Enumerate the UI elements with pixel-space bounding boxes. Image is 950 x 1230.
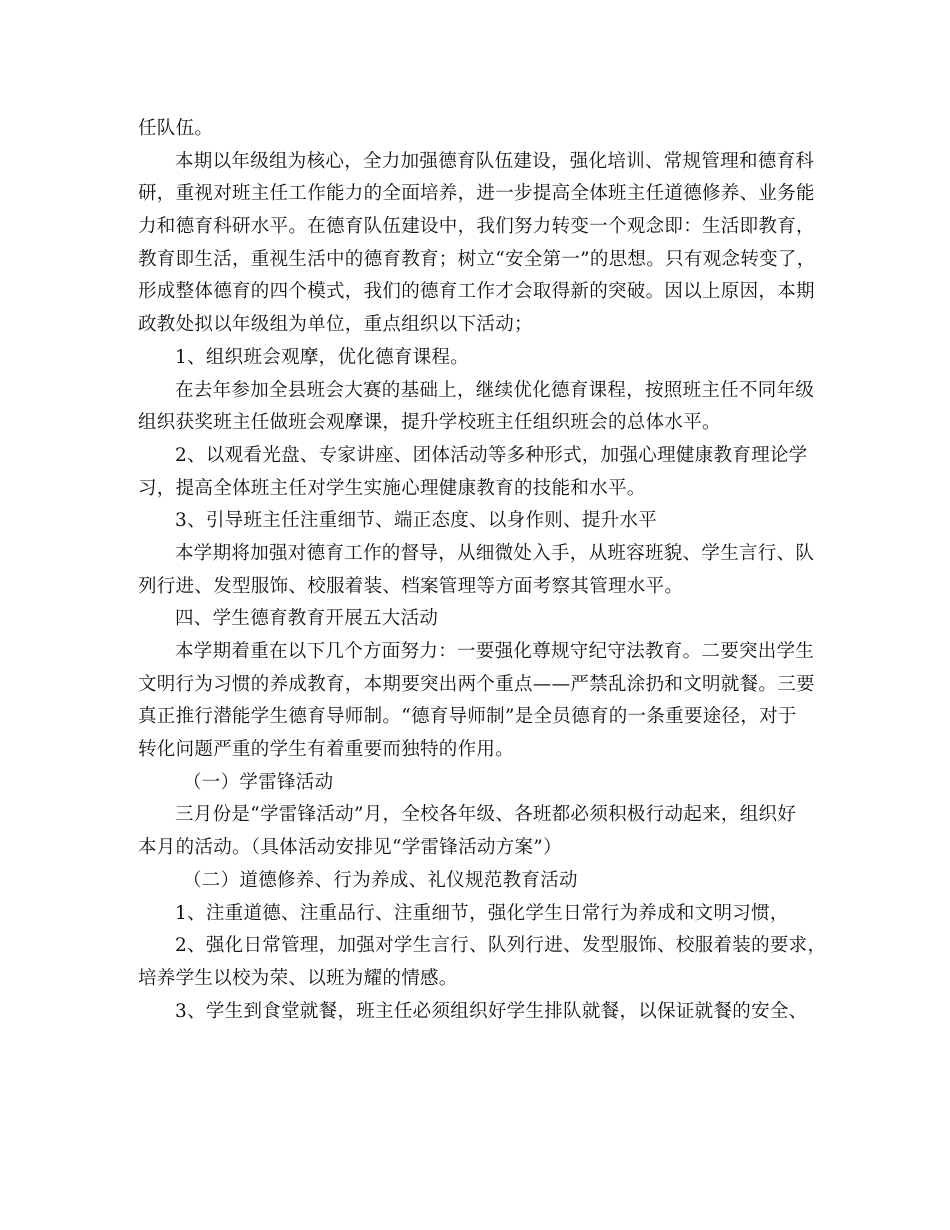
text-line: 力和德育科研水平。在德育队伍建设中，我们努力转变一个观念即：生活即教育， [138,216,815,238]
text-line: 本期以年级组为核心，全力加强德育队伍建设，强化培训、常规管理和德育科 [175,150,815,172]
text-line: 本学期将加强对德育工作的督导，从细微处入手，从班容班貌、学生言行、队 [175,542,815,564]
text-line: 文明行为习惯的养成教育，本期要突出两个重点——严禁乱涂扔和文明就餐。三要 [138,673,815,695]
text-line: 在去年参加全县班会大赛的基础上，继续优化德育课程，按照班主任不同年级 [175,379,815,401]
text-line: 培养学生以校为荣、以班为耀的情感。 [138,967,458,989]
text-line: 2、以观看光盘、专家讲座、团体活动等多种形式，加强心理健康教育理论学 [175,444,808,466]
text-line: 教育即生活，重视生活中的德育教育；树立“安全第一”的思想。只有观念转变了， [138,248,816,270]
subsection-heading: （二）道德修养、行为养成、礼仪规范教育活动 [183,869,578,891]
text-line: 1、组织班会观摩，优化德育课程。 [175,346,470,368]
text-line: 转化问题严重的学生有着重要而独特的作用。 [138,739,515,761]
text-line: 习，提高全体班主任对学生实施心理健康教育的技能和水平。 [138,477,646,499]
text-line: 任队伍。 [138,118,214,139]
text-line: 3、学生到食堂就餐，班主任必须组织好学生排队就餐，以保证就餐的安全、 [175,1000,808,1022]
text-line: 研，重视对班主任工作能力的全面培养，进一步提高全体班主任道德修养、业务能 [138,183,815,205]
text-line: 形成整体德育的四个模式，我们的德育工作才会取得新的突破。因以上原因，本期 [138,281,815,303]
text-line: 1、注重道德、注重品行、注重细节，强化学生日常行为养成和文明习惯， [175,902,789,924]
text-line: 三月份是“学雷锋活动”月，全校各年级、各班都必须积极行动起来，组织好 [175,804,797,826]
text-line: 本学期着重在以下几个方面努力：一要强化尊规守纪守法教育。二要突出学生 [175,641,815,662]
text-line: 列行进、发型服饰、校服着装、档案管理等方面考察其管理水平。 [138,575,684,597]
text-line: 真正推行潜能学生德育导师制。“德育导师制”是全员德育的一条重要途径，对于 [138,706,797,728]
document-body [138,113,827,1028]
text-line: 3、引导班主任注重细节、端正态度、以身作则、提升水平 [175,510,658,532]
subsection-heading: （一）学雷锋活动 [183,771,334,793]
text-line: 组织获奖班主任做班会观摩课，提升学校班主任组织班会的总体水平。 [138,412,721,434]
section-heading: 四、学生德育教育开展五大活动 [175,608,439,630]
text-line: 本月的活动。（具体活动安排见“学雷锋活动方案”） [138,837,562,859]
text-line: 政教处拟以年级组为单位，重点组织以下活动； [138,314,533,336]
text-line: 2、强化日常管理，加强对学生言行、队列行进、发型服饰、校服着装的要求， [175,935,827,957]
